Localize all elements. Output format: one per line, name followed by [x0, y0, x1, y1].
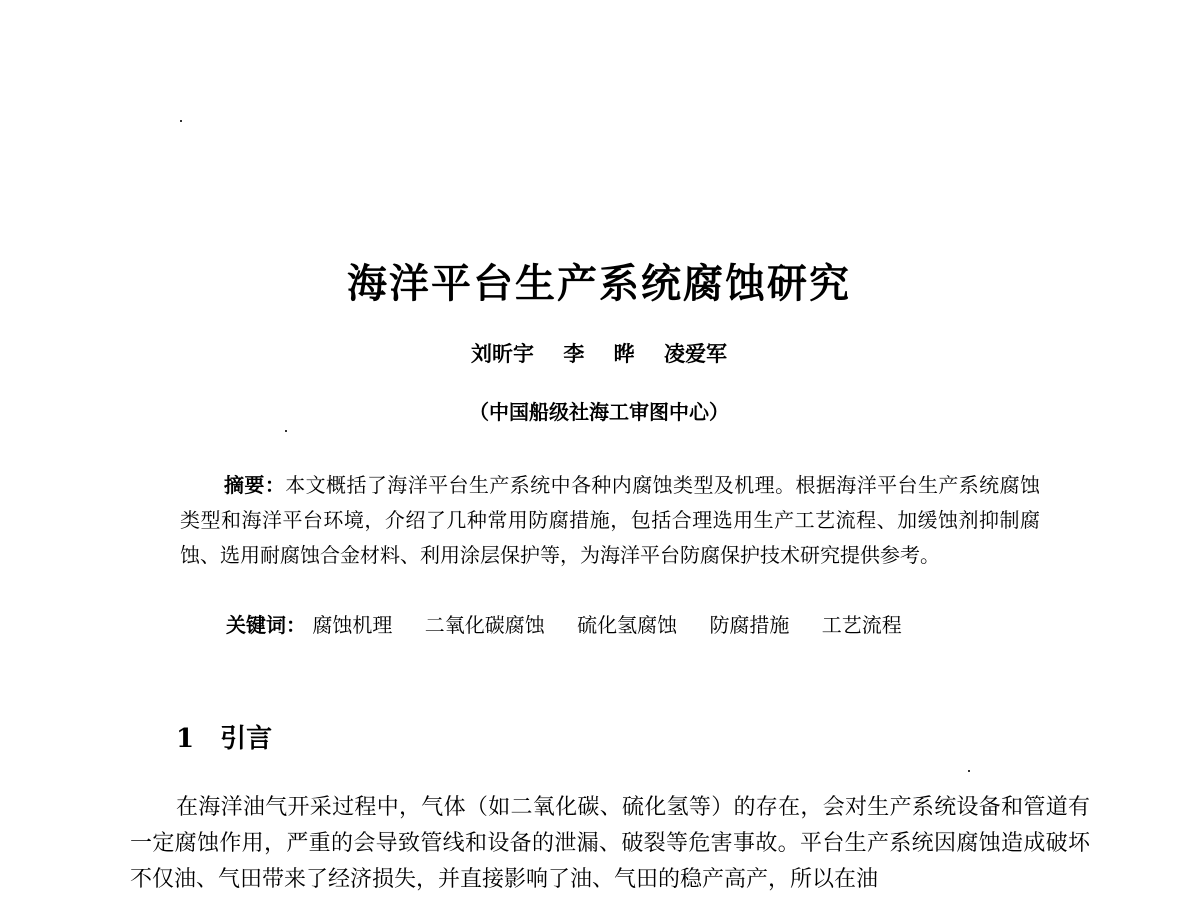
abstract-text: 本文概括了海洋平台生产系统中各种内腐蚀类型及机理。根据海洋平台生产系统腐蚀类型和海洋平台环境，介绍了几种常用防腐措施，包括合理选用生产工艺流程、加缓蚀剂抑制腐蚀、选用耐腐蚀合金材料、利用涂层保护等，为海洋平台防腐保护技术研究提供参考。: [180, 473, 1041, 567]
keywords-label: 关键词：: [226, 613, 306, 637]
section-title: 引言: [220, 724, 273, 754]
author-name: 李 晔: [563, 341, 635, 366]
keyword: 工艺流程: [821, 613, 902, 637]
body-paragraph: 在海洋油气开采过程中，气体（如二氧化碳、硫化氢等）的存在，会对生产系统设备和管道有一定腐蚀作用，严重的会导致管线和设备的泄漏、破裂等危害事故。平台生产系统因腐蚀造成破坏不仅油、气田带来了经济损失，并直接影响了油、气田的稳产高产，所以在油: [130, 795, 1090, 892]
author-name: 刘昕宇: [471, 341, 535, 366]
paper-title: 海洋平台生产系统腐蚀研究: [347, 261, 851, 307]
keyword: 腐蚀机理: [312, 613, 393, 637]
scan-speck: [968, 770, 970, 772]
keyword: 防腐措施: [709, 613, 790, 637]
section-heading: [176, 718, 272, 755]
keyword: 二氧化碳腐蚀: [424, 613, 545, 637]
author-name: 凌爱军: [663, 341, 727, 366]
author-list: [0, 338, 1198, 368]
scan-speck: [180, 120, 182, 122]
abstract-label: 摘要：: [224, 473, 286, 497]
scan-speck: [285, 430, 287, 432]
section-number: 1: [176, 724, 195, 754]
keywords: [226, 610, 1046, 640]
keyword: 硫化氢腐蚀: [577, 613, 678, 637]
affiliation: （中国船级社海工审图中心）: [469, 400, 729, 424]
abstract: [180, 468, 1040, 573]
